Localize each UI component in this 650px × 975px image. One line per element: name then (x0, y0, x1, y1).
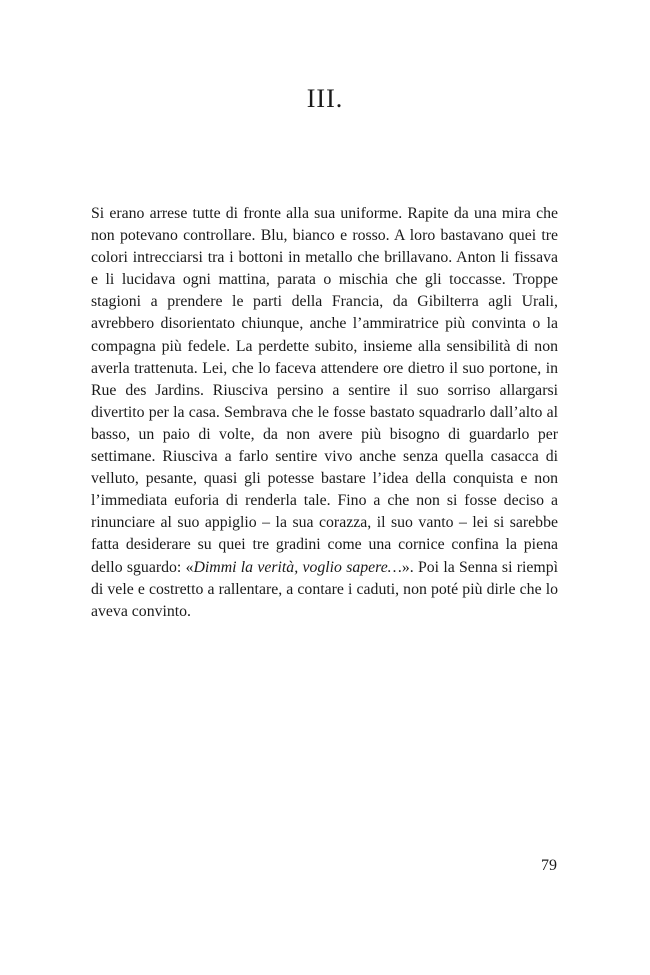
chapter-title: III. (306, 84, 344, 113)
paragraph-text-start: Si erano arrese tutte di fronte alla sua uniforme. Rapite da una mira che non potevano controllare. Blu, bianco e rosso. A loro bastavano quei tre colori intrecciarsi tra i bottoni in metallo che brillavano. Anton li fissava e li lucidava ogni mattina, parata o mischia che gli toccasse. Troppe stagioni a prendere le parti della Francia, da Gibilterra agli Urali, avrebbero disorientato chiunque, anche l’ammiratrice più convinta o la compagna più fedele. La perdette subito, insieme alla sensibilità di non averla trattenuta. Lei, che lo faceva attendere ore dietro il suo portone, in Rue des Jardins. Riusciva persino a sentire il suo sorriso allargarsi divertito per la casa. Sembrava che le fosse bastato squadrarlo dall’alto al basso, un paio di volte, da non avere più bisogno di guardarlo per settimane. Riusciva a farlo sentire vivo anche senza quella casacca di velluto, pesante, quasi gli potesse bastare l’idea della conquista e non l’immediata euforia di renderla tale. Fino a che non si fosse deciso a rinunciare al suo appiglio – la sua corazza, il suo vanto – lei si sarebbe fatta desiderare su quei tre gradini come una cornice confina la piena dello sguardo: « (91, 205, 558, 576)
paragraph-text-end: ». Poi la Senna si riempì di vele e costretto a rallentare, a contare i caduti, non poté più dirle che lo aveva convinto. (91, 558, 558, 620)
page-number: 79 (541, 857, 557, 874)
body-paragraph (91, 203, 558, 623)
italic-quote: Dimmi la verità, voglio sapere… (193, 558, 402, 576)
